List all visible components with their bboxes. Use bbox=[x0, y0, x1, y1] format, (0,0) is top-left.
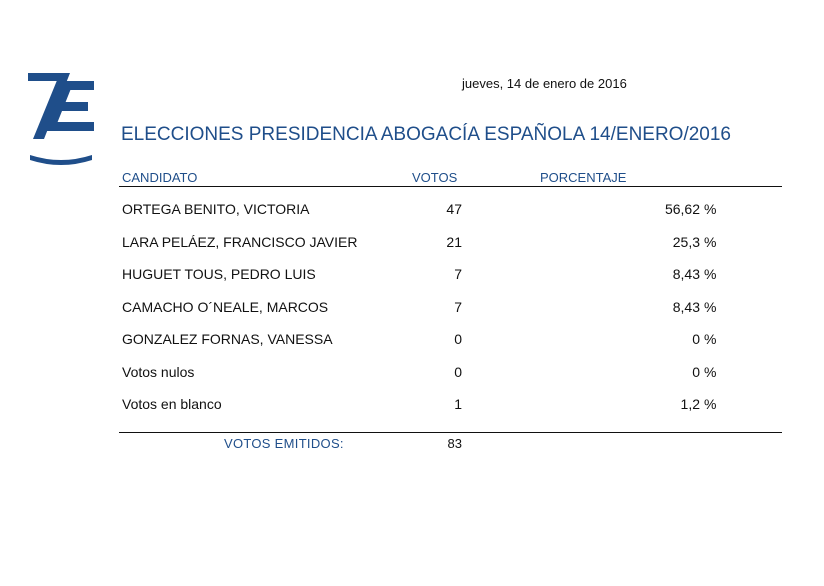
percent-sign: % bbox=[704, 266, 717, 282]
percent-sign: % bbox=[704, 363, 717, 380]
report-date: jueves, 14 de enero de 2016 bbox=[462, 76, 627, 91]
column-header-porcentaje: PORCENTAJE bbox=[540, 170, 627, 185]
candidate-votes: 21 bbox=[446, 233, 462, 250]
table-row bbox=[0, 234, 824, 267]
percent-sign: % bbox=[704, 396, 717, 412]
total-votes-label: VOTOS EMITIDOS: bbox=[224, 436, 344, 451]
candidate-percentage: 0 bbox=[692, 331, 700, 347]
abogacia-logo bbox=[28, 73, 94, 171]
candidate-votes: 7 bbox=[454, 298, 462, 315]
candidate-percentage: 25,3 bbox=[672, 233, 700, 250]
candidate-name: GONZALEZ FORNAS, VANESSA bbox=[122, 331, 333, 347]
table-row bbox=[0, 299, 824, 332]
table-row bbox=[0, 266, 824, 299]
candidate-name: CAMACHO O´NEALE, MARCOS bbox=[122, 298, 329, 315]
column-header-candidato: CANDIDATO bbox=[122, 170, 198, 185]
null-votes-percentage: 0 bbox=[692, 363, 700, 380]
blank-votes-count: 1 bbox=[454, 396, 462, 412]
candidate-percentage: 8,43 bbox=[672, 298, 700, 315]
results-table-body bbox=[0, 201, 824, 429]
candidate-votes: 0 bbox=[454, 331, 462, 347]
table-row bbox=[0, 364, 824, 397]
percent-sign: % bbox=[704, 201, 717, 217]
blank-votes-label: Votos en blanco bbox=[122, 396, 222, 412]
candidate-name: LARA PELÁEZ, FRANCISCO JAVIER bbox=[122, 233, 358, 250]
percent-sign: % bbox=[704, 298, 717, 315]
candidate-name: ORTEGA BENITO, VICTORIA bbox=[122, 201, 310, 217]
percent-sign: % bbox=[704, 233, 717, 250]
blank-votes-percentage: 1,2 bbox=[680, 396, 700, 412]
total-votes-value: 83 bbox=[447, 436, 462, 451]
candidate-votes: 7 bbox=[454, 266, 462, 282]
null-votes-count: 0 bbox=[454, 363, 462, 380]
column-header-votos: VOTOS bbox=[412, 170, 458, 185]
table-top-divider bbox=[119, 186, 782, 187]
candidate-name: HUGUET TOUS, PEDRO LUIS bbox=[122, 266, 316, 282]
percent-sign: % bbox=[704, 331, 717, 347]
page-title: ELECCIONES PRESIDENCIA ABOGACÍA ESPAÑOLA 14/ENERO/2016 bbox=[121, 124, 732, 145]
candidate-votes: 47 bbox=[446, 201, 462, 217]
table-bottom-divider bbox=[119, 432, 782, 433]
candidate-percentage: 8,43 bbox=[672, 266, 700, 282]
table-row bbox=[0, 396, 824, 429]
table-row bbox=[0, 331, 824, 364]
null-votes-label: Votos nulos bbox=[122, 363, 195, 380]
table-row bbox=[0, 201, 824, 234]
candidate-percentage: 56,62 bbox=[664, 201, 700, 217]
